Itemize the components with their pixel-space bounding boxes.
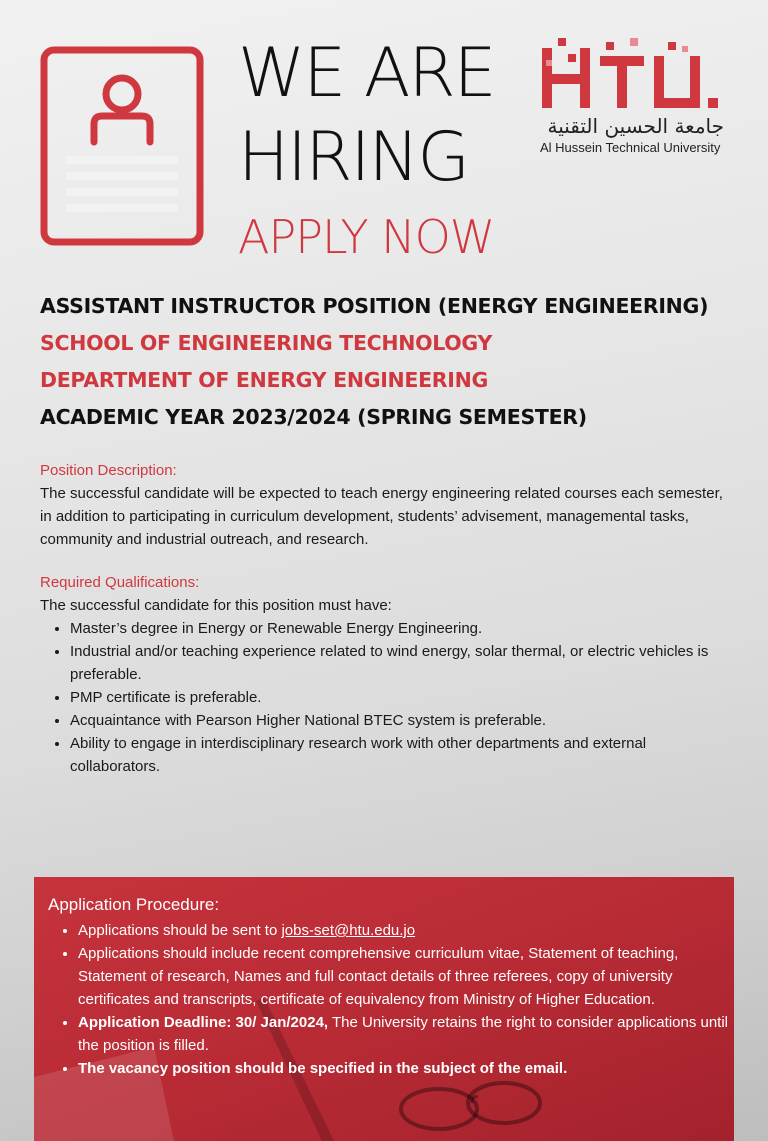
logo-arabic-name: جامعة الحسين التقنية (547, 114, 724, 138)
procedure-send-text: Applications should be sent to (78, 922, 282, 939)
position-description-heading: Position Description: (40, 462, 177, 479)
qualifications-intro: The successful candidate for this position must have: (40, 597, 392, 614)
headline-hiring: HIRING (238, 118, 469, 197)
academic-year-title: ACADEMIC YEAR 2023/2024 (SPRING SEMESTER) (40, 405, 587, 429)
list-item: • Industrial and/or teaching experience related to wind energy, solar thermal, or electric vehicles is preferable. (70, 640, 730, 686)
position-description-text: The successful candidate will be expected to teach energy engineering related courses each semester, in addition to participating in curriculum development, students’ advisement, managemental tasks, community and industrial outreach, and research. (40, 485, 723, 548)
deadline-text: The University retains the right to consider applications until the position is filled. (78, 1014, 729, 1054)
vacancy-subject-note: The vacancy position should be specified in the subject of the email. (78, 1060, 568, 1077)
htu-logo (540, 38, 730, 155)
list-item (78, 1057, 734, 1080)
qualifications-heading: Required Qualifications: (40, 574, 200, 591)
deadline-label: Application Deadline: 30/ Jan/2024, (78, 1014, 329, 1031)
required-qualifications (40, 571, 730, 778)
qualifications-list (40, 617, 730, 778)
list-item: • Applications should include recent comprehensive curriculum vitae, Statement of teaching, Statement of research, Names and full contact details of three referees, copy of university certificates and transcripts, certificate of equivalency from Ministry of Higher Education. (78, 942, 734, 1011)
resume-document-icon (40, 46, 204, 246)
headline-we-are: WE ARE (238, 34, 495, 113)
position-titles (40, 288, 760, 436)
logo-english-name: Al Hussein Technical University (540, 140, 721, 155)
list-item: • PMP certificate is preferable. (70, 686, 730, 709)
procedure-heading: Application Procedure: (48, 895, 220, 914)
list-item: • Ability to engage in interdisciplinary research work with other departments and external collaborators. (70, 732, 730, 778)
list-item: • Acquaintance with Pearson Higher National BTEC system is preferable. (70, 709, 730, 732)
position-title: ASSISTANT INSTRUCTOR POSITION (ENERGY ENGINEERING) (40, 294, 709, 318)
position-description (40, 459, 730, 551)
procedure-list (48, 919, 734, 1080)
list-item: • Master’s degree in Energy or Renewable Energy Engineering. (70, 617, 730, 640)
email-link[interactable]: jobs-set@htu.edu.jo (281, 922, 416, 939)
list-item (78, 919, 734, 942)
application-procedure-panel (34, 877, 734, 1141)
school-title: SCHOOL OF ENGINEERING TECHNOLOGY (40, 331, 493, 355)
headline (238, 34, 495, 264)
headline-apply-now: APPLY NOW (238, 210, 495, 264)
htu-logo-mark (540, 38, 724, 112)
department-title: DEPARTMENT OF ENERGY ENGINEERING (40, 368, 489, 392)
list-item (78, 1011, 734, 1057)
